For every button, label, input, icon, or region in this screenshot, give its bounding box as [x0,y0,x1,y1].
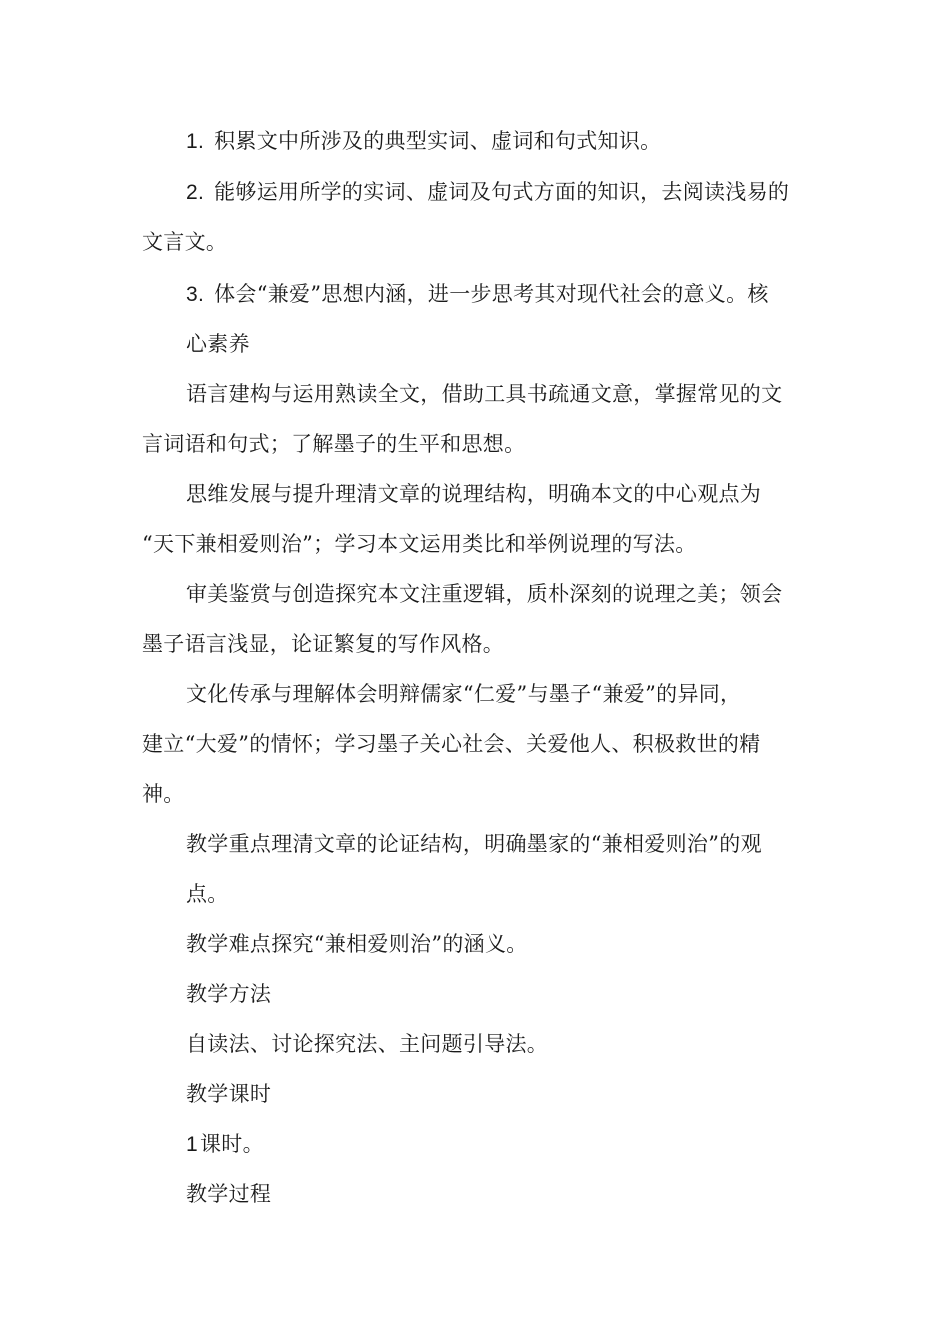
hours-heading: 教学课时 [186,1082,272,1106]
method-heading: 教学方法 [186,982,272,1006]
literacy-thinking-line-2: “天下兼相爱则治”；学习本文运用类比和举例说理的写法。 [142,532,697,556]
hours-unit: 课时。 [199,1132,264,1156]
literacy-culture-line-1: 文化传承与理解体会明辩儒家“仁爱”与墨子“兼爱”的异同， [186,682,742,706]
objective-2-line-1 [186,177,789,208]
key-point-line-2: 点。 [186,882,229,906]
process-heading: 教学过程 [186,1182,272,1206]
objective-text: 积累文中所涉及的典型实词、虚词和句式知识。 [214,129,662,153]
core-literacy-heading: 心素养 [186,332,250,356]
literacy-culture-line-2: 建立“大爱”的情怀；学习墨子关心社会、关爱他人、积极救世的精 [142,732,761,756]
hours-number: 1 [186,1133,198,1156]
difficulty-text: 教学难点探究“兼相爱则治”的涵义。 [186,932,528,956]
objective-text: 体会“兼爱”思想内涵，进一步思考其对现代社会的意义。核 [214,282,769,306]
list-number: 1. [186,130,205,153]
literacy-aesthetic-line-2: 墨子语言浅显，论证繁复的写作风格。 [142,632,505,656]
literacy-language-line-2: 言词语和句式；了解墨子的生平和思想。 [142,432,526,456]
literacy-aesthetic-line-1: 审美鉴赏与创造探究本文注重逻辑，质朴深刻的说理之美；领会 [186,582,783,606]
objective-2-line-2: 文言文。 [142,230,228,254]
key-point-line-1: 教学重点理清文章的论证结构，明确墨家的“兼相爱则治”的观 [186,832,762,856]
method-text: 自读法、讨论探究法、主问题引导法。 [186,1032,549,1056]
objective-3-line-1 [186,279,769,310]
literacy-thinking-line-1: 思维发展与提升理清文章的说理结构，明确本文的中心观点为 [186,482,762,506]
hours-text [186,1129,264,1160]
objective-1 [186,126,661,157]
list-number: 3. [186,283,205,306]
literacy-language-line-1: 语言建构与运用熟读全文，借助工具书疏通文意，掌握常见的文 [186,382,783,406]
literacy-culture-line-3: 神。 [142,782,185,806]
list-number: 2. [186,181,205,204]
objective-text: 能够运用所学的实词、虚词及句式方面的知识，去阅读浅易的 [214,180,790,204]
